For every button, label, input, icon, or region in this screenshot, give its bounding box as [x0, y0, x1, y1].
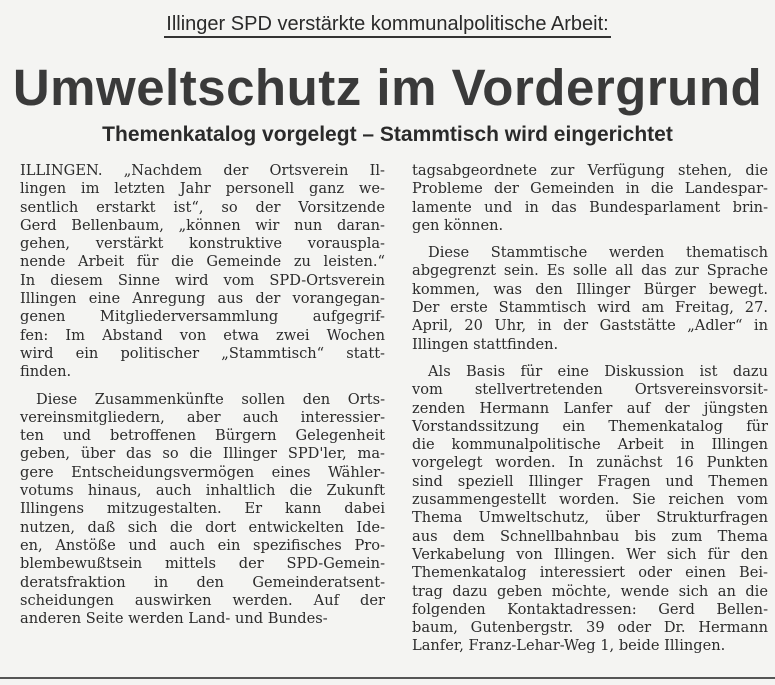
paragraph — [412, 363, 768, 656]
text-line: aus dem Schnellbahnbau bis zum Thema — [412, 527, 768, 545]
bottom-rule — [0, 677, 775, 679]
right-column — [412, 162, 768, 656]
text-line: lingen im letzten Jahr personell ganz we- — [20, 180, 385, 198]
text-line: en, Anstöße und auch ein spezifisches Pro- — [20, 536, 385, 554]
paragraph — [20, 391, 385, 629]
text-line: Diese Zusammenkünfte sollen den Orts- — [36, 390, 385, 408]
text-line: vorgelegt worden. In zunächst 16 Punkten — [412, 454, 768, 472]
article-subheadline: Themenkatalog vorgelegt – Stammtisch wird eingerichtet — [102, 123, 673, 146]
text-line: vereinsmitgliedern, aber auch interessier- — [20, 408, 385, 426]
text-line: ten und betroffenen Bürgern Gelegenheit — [20, 427, 385, 445]
text-line: Vorstandssitzung ein Themenkatalog für — [412, 417, 768, 435]
text-line: April, 20 Uhr, in der Gaststätte „Adler“ in — [412, 317, 768, 335]
text-line: fen: Im Abstand von etwa zwei Wochen — [20, 326, 385, 344]
text-line: ILLINGEN. „Nachdem der Ortsverein Il- — [20, 162, 385, 179]
text-line: zusammengestellt worden. Sie reichen vom — [412, 491, 768, 509]
text-line: tagsabgeordnete zur Verfügung stehen, die — [412, 162, 768, 179]
text-line: votums hinaus, auch inhaltlich die Zukunft — [20, 482, 385, 500]
text-line: geben, über das so die Illinger SPD'ler, ma- — [20, 445, 385, 463]
paragraph — [412, 162, 768, 235]
text-line: trag dazu geben möchte, wende sich an die — [412, 582, 768, 600]
text-line: blembewußtsein mittels der SPD-Gemein- — [20, 555, 385, 573]
text-line: baum, Gutenbergstr. 39 oder Dr. Hermann — [412, 619, 768, 637]
left-column — [20, 162, 385, 628]
text-line: Diese Stammtische werden thematisch — [428, 244, 768, 262]
text-line: Probleme der Gemeinden in die Landespar- — [412, 180, 768, 198]
text-line: lamente und in das Bundesparlament brin- — [412, 198, 768, 216]
text-line: zenden Hermann Lanfer auf der jüngsten — [412, 399, 768, 417]
text-line: deratsfraktion in den Gemeinderatsent- — [20, 573, 385, 591]
text-line: sentlich erstarkt ist“, so der Vorsitzende — [20, 198, 385, 216]
kicker-text: Illinger SPD verstärkte kommunalpolitische Arbeit: — [164, 13, 610, 38]
text-line: abgegrenzt sein. Es solle all das zur Sprache — [412, 262, 768, 280]
text-line: Thema Umweltschutz, über Strukturfragen — [412, 509, 768, 527]
text-line: Verkabelung von Illingen. Wer sich für den — [412, 545, 768, 563]
text-line: scheidungen auswirken werden. Auf der — [20, 591, 385, 609]
text-line: Gerd Bellenbaum, „können wir nun daran- — [20, 216, 385, 234]
article-headline: Umweltschutz im Vordergrund — [12, 59, 763, 116]
text-line: Als Basis für eine Diskussion ist dazu — [428, 362, 768, 380]
text-line: kommen, was den Illinger Bürger bewegt. — [412, 280, 768, 298]
text-line: gere Entscheidungsvermögen eines Wähler- — [20, 463, 385, 481]
text-line: nutzen, daß sich die dort entwickelten Ide- — [20, 518, 385, 536]
text-line: finden. — [20, 363, 72, 381]
text-line: Illingen stattfinden. — [412, 335, 559, 353]
text-line: sind speziell Illinger Fragen und Themen — [412, 472, 768, 490]
paragraph — [20, 162, 385, 382]
text-line: In diesem Sinne wird vom SPD-Ortsverein — [20, 271, 385, 289]
text-line: anderen Seite werden Land- und Bundes- — [20, 610, 328, 628]
text-line: folgenden Kontaktadressen: Gerd Bellen- — [412, 600, 768, 618]
text-line: vom stellvertretenden Ortsvereinsvorsit- — [412, 381, 768, 399]
text-line: nende Arbeit für die Gemeinde zu leisten.“ — [20, 253, 385, 271]
text-line: genen Mitgliederversammlung aufgegrif- — [20, 308, 385, 326]
text-line: die kommunalpolitische Arbeit in Illingen — [412, 436, 768, 454]
text-line: gehen, verstärkt konstruktive vorauspla- — [20, 235, 385, 253]
text-line: Der erste Stammtisch wird am Freitag, 27. — [412, 299, 768, 317]
text-line: Lanfer, Franz-Lehar-Weg 1, beide Illingen. — [412, 637, 726, 655]
article-kicker — [0, 12, 775, 36]
text-line: Themenkatalog interessiert oder einen Bei- — [412, 564, 768, 582]
text-line: Illingen eine Anregung aus der vorangegan- — [20, 290, 385, 308]
paragraph — [412, 244, 768, 354]
text-line: gen können. — [412, 216, 504, 234]
text-line: Illingens mitzugestalten. Er kann dabei — [20, 500, 385, 518]
text-line: wird ein politischer „Stammtisch“ statt- — [20, 344, 385, 362]
